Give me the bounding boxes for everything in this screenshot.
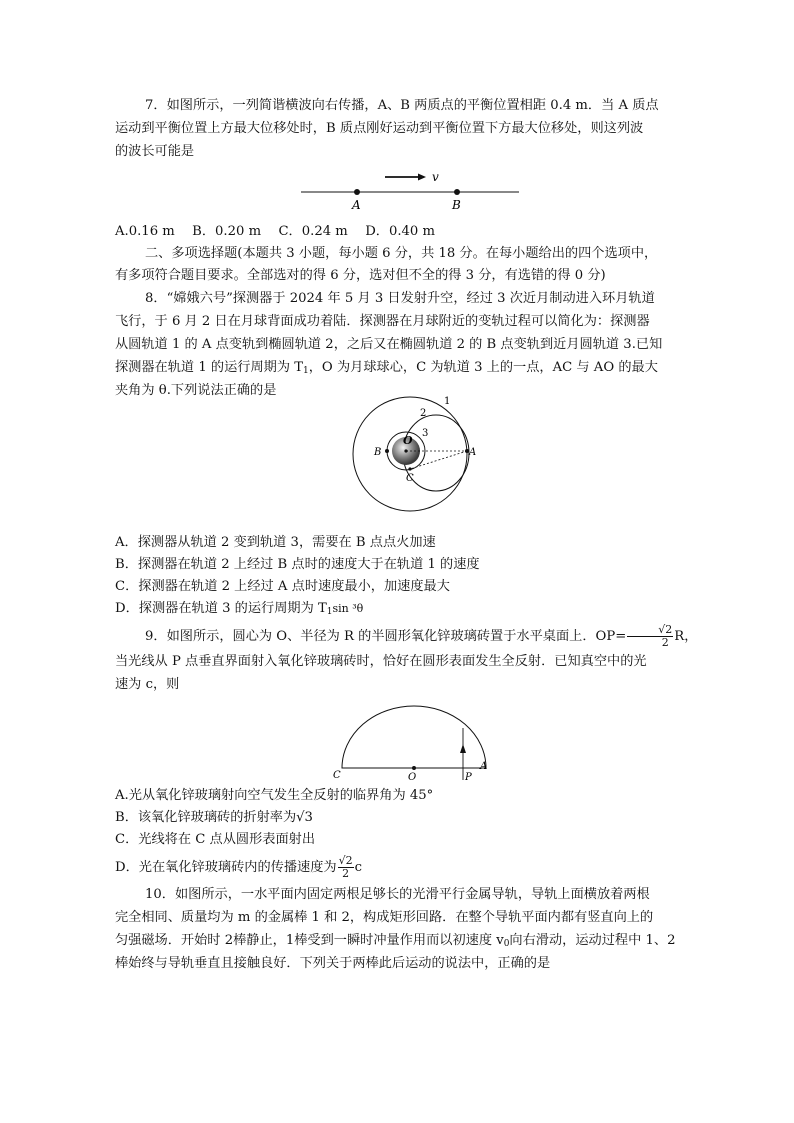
q7-wave-figure [295, 165, 525, 213]
q10-line-3b: 向右滑动，运动过程中 1、2 [509, 933, 676, 948]
q9-line-3: 速为 c，则 [115, 677, 180, 692]
q9-option-d-c: c [354, 860, 362, 875]
q9-line-1 [115, 623, 698, 649]
q9-label-o: O [408, 772, 417, 782]
q8-option-d [115, 598, 671, 623]
q8-option-d-sub: 1 [326, 607, 333, 617]
q10-line-4: 棒始终与导轨垂直且接触良好．下列关于两棒此后运动的说法中，正确的是 [115, 956, 551, 971]
q8-point-b [385, 449, 389, 453]
q7-label-b: B [452, 198, 461, 212]
q9-label-c: C [333, 770, 341, 781]
q8-line-4 [115, 357, 671, 382]
q8-label-2: 2 [420, 408, 427, 419]
q8-option-d-sqrt: sin ³θ [332, 602, 364, 615]
q7-arrow-head [418, 174, 426, 181]
q9-option-d-num: √2 [338, 854, 353, 867]
q7-point-a [354, 189, 360, 195]
q9-option-d-fraction [338, 855, 354, 880]
q9-semicircle [342, 706, 486, 768]
q9-option-c: C．光线将在 C 点从圆形表面射出 [115, 832, 316, 847]
q9-line-1b: R， [674, 629, 698, 644]
q9-line-2: 当光线从 P 点垂直界面射入氧化锌玻璃砖时，恰好在圆形表面发生全反射．已知真空中的光 [115, 654, 647, 669]
q9-option-a: A.光从氧化锌玻璃射向空气发生全反射的临界角为 45° [115, 788, 434, 803]
q9-fraction-num: √2 [627, 624, 673, 637]
q8-point-o [404, 449, 407, 452]
q8-label-b: B [374, 447, 382, 458]
q7-label-a: A [352, 198, 361, 212]
q8-line-4b: ，O 为月球球心，C 为轨道 3 上的一点，AC 与 AO 的最大 [308, 360, 658, 375]
q8-orbit-figure [340, 393, 490, 521]
q8-option-d-text: D．探测器在轨道 3 的运行周期为 T [115, 601, 327, 616]
q8-label-a: A [469, 447, 477, 458]
q9-option-d-text: D．光在氧化锌玻璃砖内的传播速度为 [115, 860, 337, 875]
q10-line-1: 10．如图所示，一水平面内固定两根足够长的光滑平行金属导轨，导轨上面横放着两根 [145, 887, 650, 902]
q7-line-1: 7．如图所示，一列简谐横波向右传播，A、B 两质点的平衡位置相距 0.4 m．当 A 质点 [145, 98, 659, 113]
q10-line-3 [115, 930, 676, 955]
q8-line-3: 从圆轨道 1 的 A 点变轨到椭圆轨道 2，之后又在椭圆轨道 2 的 B 点变轨到近月圆轨道 3.已知 [115, 337, 663, 352]
section2-line-2: 有多项符合题目要求。全部选对的得 6 分，选对但不全的得 3 分，有选错的得 0 分) [115, 268, 606, 283]
q9-option-d [115, 855, 671, 880]
q8-label-1: 1 [444, 396, 451, 407]
q9-label-p: P [465, 772, 472, 782]
q9-option-b: B．该氧化锌玻璃砖的折射率为√3 [115, 810, 313, 825]
q8-label-o: O [403, 434, 413, 447]
q10-line-3a: 匀强磁场．开始时 2棒静止，1棒受到一瞬时冲量作用而以初速度 v [115, 933, 504, 948]
q8-line-4a: 探测器在轨道 1 的运行周期为 T [115, 360, 304, 375]
q9-semicircle-figure [330, 700, 500, 782]
q8-line-2: 飞行，于 6 月 2 日在月球背面成功着陆．探测器在月球附近的变轨过程可以简化为：探测器 [115, 314, 650, 329]
q7-line-3: 的波长可能是 [115, 144, 195, 159]
q8-option-a: A．探测器从轨道 2 变到轨道 3，需要在 B 点点火加速 [115, 535, 436, 550]
q7-label-v: v [432, 170, 439, 184]
section2-line-1: 二、多项选择题(本题共 3 小题，每小题 6 分，共 18 分。在每小题给出的四个选项中， [145, 246, 658, 261]
q7-point-b [454, 189, 460, 195]
q9-option-d-den: 2 [342, 867, 350, 880]
q8-label-3: 3 [422, 428, 429, 439]
q8-option-b: B．探测器在轨道 2 上经过 B 点时的速度大于在轨道 1 的速度 [115, 557, 480, 572]
q8-line-5: 夹角为 θ.下列说法正确的是 [115, 383, 277, 398]
q8-line-1: 8．“嫦娥六号”探测器于 2024 年 5 月 3 日发射升空，经过 3 次近月制动进入环月轨道 [145, 291, 655, 306]
q8-point-c [408, 467, 411, 470]
q8-option-c: C．探测器在轨道 2 上经过 A 点时速度最小，加速度最大 [115, 579, 450, 594]
q9-fraction-den: 2 [661, 636, 669, 649]
q8-line-4-sub: 1 [303, 366, 309, 376]
q10-line-3-sub: 0 [503, 939, 510, 949]
q7-options: A.0.16 m B．0.20 m C．0.24 m D．0.40 m [115, 224, 436, 239]
q8-label-c: C [406, 473, 414, 484]
q9-ray-arrow [460, 744, 466, 753]
q9-point-o [412, 766, 416, 770]
q9-label-a: A [480, 761, 488, 772]
q10-line-2: 完全相同、质量均为 m 的金属棒 1 和 2，构成矩形回路．在整个导轨平面内都有竖直向上的 [115, 910, 654, 925]
q7-line-2: 运动到平衡位置上方最大位移处时，B 质点刚好运动到平衡位置下方最大位移处，则这列波 [115, 121, 644, 136]
q9-op-fraction [627, 624, 673, 649]
q9-line-1a: 9．如图所示，圆心为 O、半径为 R 的半圆形氧化锌玻璃砖置于水平桌面上．OP= [145, 629, 627, 644]
